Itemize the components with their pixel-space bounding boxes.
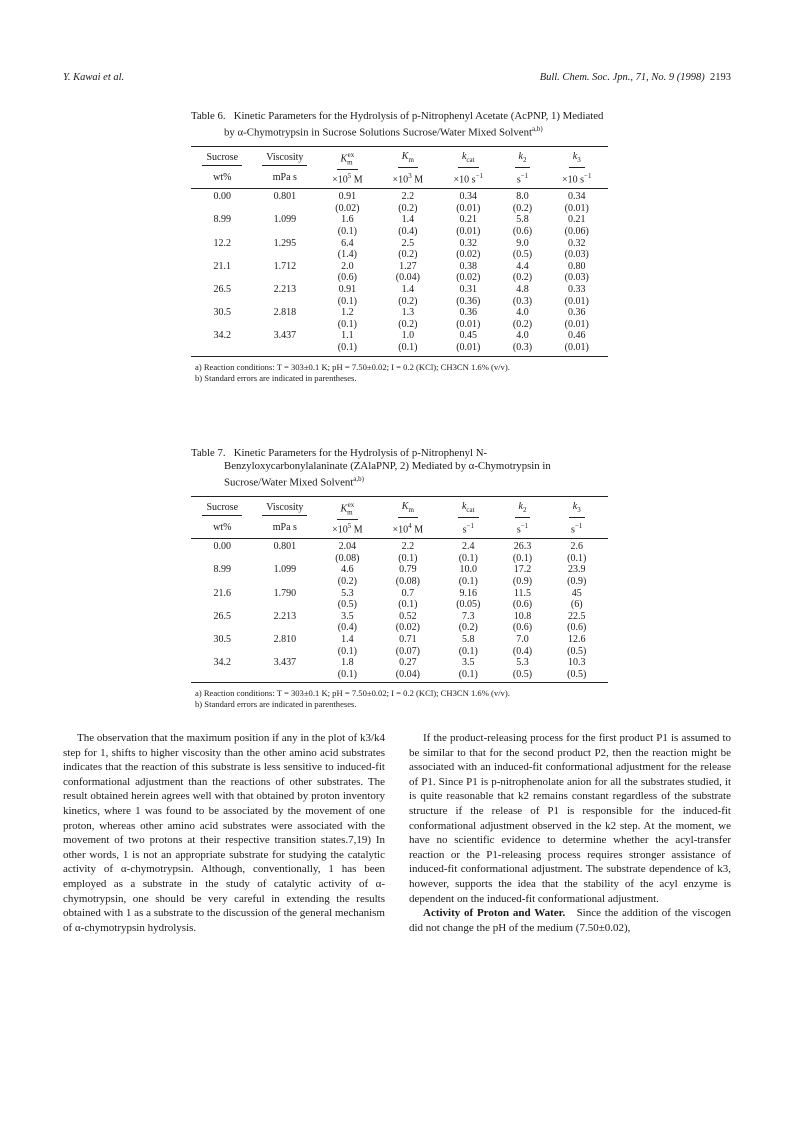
table-cell: 10.8 xyxy=(513,610,532,622)
table-cell: (0.03) xyxy=(564,272,589,284)
table-cell: 4.4 xyxy=(516,260,529,272)
table-cell: 6.4 xyxy=(341,237,354,249)
table-row xyxy=(191,611,608,623)
column-unit: $\times 10^3$ M xyxy=(379,170,437,189)
table-cell: 8.99 xyxy=(213,564,232,576)
table-cell: (0.2) xyxy=(458,622,478,634)
section-heading: Activity of Proton and Water. xyxy=(423,907,566,920)
table-cell: 22.5 xyxy=(567,610,586,622)
table-row xyxy=(191,226,608,238)
table-cell: (6) xyxy=(570,599,583,611)
table-cell: 4.6 xyxy=(341,564,354,576)
table-cell: 1.099 xyxy=(273,214,297,226)
table-6-grid xyxy=(191,146,608,357)
table-cell xyxy=(191,296,254,308)
table-cell: 2.2 xyxy=(401,541,415,553)
table-cell: 1.790 xyxy=(273,587,297,599)
table-row xyxy=(191,657,608,669)
column-unit: $\times 10^5$ M xyxy=(316,520,379,539)
table-cell: (0.36) xyxy=(456,295,481,307)
table-cell xyxy=(191,669,254,683)
table-cell: 21.1 xyxy=(213,260,232,272)
table-cell: 7.0 xyxy=(516,634,529,645)
table-cell: 8.99 xyxy=(213,214,232,226)
table-cell: 5.3 xyxy=(341,587,354,599)
table-cell xyxy=(254,669,317,683)
table-6-caption-sup: a,b) xyxy=(531,125,543,133)
body-paragraph: The observation that the maximum position if any in the plot of k3/k4 step for 1, shifts to higher viscosity than the other amino acid substrates indicates that the reaction of this substrate is less sensitive to induced-fit conformational adjustment than the reactions of other substrates. The result obtained herein agrees well with that obtained by proton inventory kinetics, where 1 was found to be associated by the movement of one proton, whereas other amino acid substrates were associated with the movement of two protons at their respective transition states.7,19) In other words, 1 is not an appropriate substrate for studying the catalytic activity of α-chymotrypsin. Although, conventionally, 1 has been employed as a substrate in the study of catalytic activity of α-chymotrypsin, one should be very careful in extending the results obtained with 1 as a substrate to the discussion of the general mechanism of α-chymotrypsin hydrolysis. xyxy=(63,732,385,934)
table-row xyxy=(191,189,608,203)
table-cell: 11.5 xyxy=(513,587,532,599)
table-cell: (1.4) xyxy=(337,249,357,261)
table-cell: 0.36 xyxy=(459,307,478,319)
column-header: $K_m^{ex}$ xyxy=(316,146,379,170)
table-cell: (0.02) xyxy=(456,272,481,284)
column-header: $K_m$ xyxy=(379,146,437,170)
table-row xyxy=(191,307,608,319)
table-cell: 0.91 xyxy=(338,284,357,295)
column-header: $k_2$ xyxy=(500,146,546,170)
table-cell: 2.5 xyxy=(401,237,415,249)
table-cell: (0.1) xyxy=(398,552,418,564)
table-cell: 2.810 xyxy=(273,634,297,645)
table-cell: 0.80 xyxy=(567,260,586,272)
table-cell: 1.1 xyxy=(341,330,354,342)
table-cell: 10.3 xyxy=(567,657,586,669)
table-7-footnote-b: b) Standard errors are indicated in parentheses. xyxy=(195,699,357,710)
table-7-title: Kinetic Parameters for the Hydrolysis of p-Nitrophenyl N-Benzyloxycarbonylalaninate (ZAlaPNP, 2) Mediated by α-Chymotrypsin in Sucrose/Water Mixed Solvent xyxy=(224,447,551,489)
table-cell: 0.801 xyxy=(273,191,297,203)
table-cell: 17.2 xyxy=(513,564,532,576)
table-cell: 7.3 xyxy=(462,610,475,622)
table-cell: 0.38 xyxy=(459,260,478,272)
table-cell: 1.4 xyxy=(401,284,415,295)
table-row xyxy=(191,646,608,658)
table-6-title: Kinetic Parameters for the Hydrolysis of p-Nitrophenyl Acetate (AcPNP, 1) Mediated by α-Chymotrypsin in Sucrose Solutions Sucrose/Water Mixed Solvent xyxy=(224,110,604,139)
table-cell: 3.437 xyxy=(273,330,297,342)
table-cell xyxy=(191,622,254,634)
journal-citation: Bull. Chem. Soc. Jpn., 71, No. 9 (1998) xyxy=(539,72,705,83)
table-cell: (0.01) xyxy=(456,226,481,238)
table-cell: 0.21 xyxy=(459,214,478,226)
table-cell: (0.1) xyxy=(337,295,357,307)
table-cell: 1.2 xyxy=(341,307,354,319)
page-number: 2193 xyxy=(710,72,731,83)
table-cell: 9.0 xyxy=(516,237,529,249)
table-row xyxy=(191,330,608,342)
table-row xyxy=(191,261,608,273)
table-7-caption-sup: a,b) xyxy=(353,475,364,483)
table-cell xyxy=(191,599,254,611)
table-cell: 3.5 xyxy=(462,657,475,669)
column-unit: $s^{-1}$ xyxy=(437,520,500,539)
table-cell: (0.04) xyxy=(395,668,420,680)
column-header: Sucrose xyxy=(191,146,254,170)
table-cell: 0.71 xyxy=(399,634,417,645)
column-unit: $s^{-1}$ xyxy=(500,520,546,539)
body-paragraph: If the product-releasing process for the first product P1 is assumed to be similar to that for the second product P2, then the reaction might be associated with an induced-fit conformational adjustment for the release of P1. Since P1 is p-nitrophenolate anion for all the substrates studied, it is quite reasonable that k2 remains constant regardless of the substrate structure if the release of P1 is responsible for the induced-fit conformational adjustment observed in the k2 step. At the moment, we have no scientific evidence to determine whether the acyl-transfer reaction or the P1-releasing process requires stronger assistance of induced-fit conformational adjustment. The substrate dependence of k3, however, supports the idea that the stability of the acyl enzyme is dependent on the induced-fit conformational adjustment. xyxy=(409,732,731,905)
table-cell: 34.2 xyxy=(213,330,232,342)
table-cell: (0.1) xyxy=(458,576,478,588)
table-cell: (0.2) xyxy=(398,249,418,261)
table-cell: (0.01) xyxy=(564,202,589,214)
table-row xyxy=(191,553,608,565)
table-cell: 4.0 xyxy=(516,307,529,319)
table-row xyxy=(191,564,608,576)
table-cell: 1.099 xyxy=(273,564,297,576)
column-header: $K_m$ xyxy=(379,496,437,520)
table-cell xyxy=(254,272,317,284)
table-row xyxy=(191,576,608,588)
table-cell: (0.07) xyxy=(395,645,420,657)
table-cell: (0.4) xyxy=(337,622,357,634)
table-cell: 5.3 xyxy=(516,657,529,669)
column-header: Viscosity xyxy=(254,496,317,520)
table-cell: (0.6) xyxy=(567,622,587,634)
table-cell: (0.01) xyxy=(456,341,481,353)
table-cell: 4.0 xyxy=(516,330,529,342)
table-cell: 0.91 xyxy=(338,191,357,203)
table-cell: 45 xyxy=(571,587,582,599)
table-cell: (0.08) xyxy=(335,552,360,564)
table-cell: 0.79 xyxy=(399,564,417,576)
table-cell: 12.6 xyxy=(567,634,586,645)
table-cell: (0.6) xyxy=(512,622,533,634)
table-row xyxy=(191,296,608,308)
table-cell: 5.8 xyxy=(516,214,529,226)
table-cell: (0.5) xyxy=(567,668,587,680)
table-cell: (0.02) xyxy=(335,202,360,214)
table-cell: 1.0 xyxy=(401,330,415,342)
table-cell: 26.5 xyxy=(213,610,232,622)
table-cell: 3.5 xyxy=(341,610,354,622)
table-cell: (0.5) xyxy=(337,599,357,611)
table-cell: 2.0 xyxy=(341,260,354,272)
table-cell xyxy=(191,203,254,215)
table-cell: (0.1) xyxy=(458,552,478,564)
table-cell: (0.4) xyxy=(398,226,418,238)
table-cell: 30.5 xyxy=(213,307,232,319)
table-cell: 2.2 xyxy=(401,191,415,203)
column-unit: mPa s xyxy=(254,520,317,539)
body-paragraph-text: Since the addition of the viscogen did not change the pH of the medium (7.50±0.02), xyxy=(409,907,732,934)
table-cell xyxy=(254,296,317,308)
table-cell xyxy=(254,226,317,238)
column-unit: $\times 10^4$ M xyxy=(379,520,437,539)
table-cell: (0.5) xyxy=(567,645,587,657)
table-cell: 26.5 xyxy=(213,284,232,295)
table-cell: (0.6) xyxy=(512,599,533,611)
table-cell: (0.2) xyxy=(398,202,418,214)
table-cell: 2.6 xyxy=(570,541,583,553)
table-row xyxy=(191,669,608,683)
table-cell: (0.1) xyxy=(337,341,357,353)
body-right-column xyxy=(409,731,731,935)
table-cell: 1.712 xyxy=(273,260,297,272)
table-cell: 0.46 xyxy=(567,330,586,342)
column-unit: ×10 $s^{-1}$ xyxy=(545,170,608,189)
table-cell: (0.3) xyxy=(512,341,533,353)
table-cell xyxy=(191,272,254,284)
table-cell: (0.9) xyxy=(567,576,587,588)
column-header: $k_3$ xyxy=(545,146,608,170)
table-cell: (0.5) xyxy=(512,668,533,680)
table-cell: (0.2) xyxy=(512,318,533,330)
table-cell: (0.1) xyxy=(398,599,418,611)
table-cell: 1.27 xyxy=(399,260,417,272)
table-cell: 23.9 xyxy=(567,564,586,576)
table-cell: 1.4 xyxy=(341,634,354,645)
table-7-footnotes xyxy=(191,688,608,710)
table-cell: 0.34 xyxy=(567,191,586,203)
table-row xyxy=(191,634,608,646)
table-cell: 30.5 xyxy=(213,634,232,645)
table-cell: 26.3 xyxy=(513,541,532,553)
column-header: $k_3$ xyxy=(545,496,608,520)
table-cell: 0.34 xyxy=(459,191,478,203)
table-cell xyxy=(254,342,317,356)
table-cell: (0.5) xyxy=(512,249,533,261)
table-cell: (0.03) xyxy=(564,249,589,261)
table-6-footnote-a: a) Reaction conditions: T = 303±0.1 K; pH = 7.50±0.02; I = 0.2 (KCl); CH3CN 1.6% (v/v). xyxy=(195,361,510,372)
column-unit: mPa s xyxy=(254,170,317,189)
table-7-label: Table 7. xyxy=(191,447,226,459)
table-cell xyxy=(254,319,317,331)
table-row xyxy=(191,622,608,634)
table-cell xyxy=(191,646,254,658)
table-cell: 0.801 xyxy=(273,541,297,553)
column-unit: $s^{-1}$ xyxy=(500,170,546,189)
table-7-grid xyxy=(191,496,608,684)
table-6-label: Table 6. xyxy=(191,110,226,122)
table-row xyxy=(191,203,608,215)
table-cell: (0.2) xyxy=(512,202,533,214)
table-row xyxy=(191,238,608,250)
table-row xyxy=(191,272,608,284)
table-cell: (0.2) xyxy=(337,576,357,588)
running-head-journal xyxy=(540,72,731,83)
table-7-footnote-a: a) Reaction conditions: T = 303±0.1 K; pH = 7.50±0.02; I = 0.2 (KCl); CH3CN 1.6% (v/v). xyxy=(195,688,510,699)
table-cell: 8.0 xyxy=(516,191,529,203)
table-cell: (0.1) xyxy=(337,318,357,330)
table-cell: 4.8 xyxy=(516,284,529,295)
table-cell: (0.2) xyxy=(398,295,418,307)
table-cell: 12.2 xyxy=(213,237,232,249)
table-cell: (0.1) xyxy=(337,668,357,680)
table-6-footnote-b: b) Standard errors are indicated in parentheses. xyxy=(195,372,357,383)
table-cell: (0.04) xyxy=(395,272,420,284)
column-unit: wt% xyxy=(191,520,254,539)
table-cell xyxy=(191,319,254,331)
table-cell: 2.818 xyxy=(273,307,297,319)
table-cell: (0.6) xyxy=(512,226,533,238)
table-cell: (0.9) xyxy=(512,576,533,588)
table-cell: 1.6 xyxy=(341,214,354,226)
table-7-caption xyxy=(191,447,608,490)
table-cell: (0.01) xyxy=(564,318,589,330)
body-left-column xyxy=(63,731,385,935)
table-cell: (0.2) xyxy=(398,318,418,330)
column-unit: wt% xyxy=(191,170,254,189)
table-row xyxy=(191,539,608,553)
table-cell xyxy=(191,576,254,588)
table-cell xyxy=(254,553,317,565)
table-cell: (0.01) xyxy=(456,318,481,330)
column-header: $k_{cat}$ xyxy=(437,496,500,520)
table-cell: 1.8 xyxy=(341,657,354,669)
table-cell: 9.16 xyxy=(459,587,478,599)
table-cell: 1.4 xyxy=(401,214,415,226)
table-cell: (0.1) xyxy=(458,668,478,680)
column-header: $K_m^{ex}$ xyxy=(316,496,379,520)
table-cell: 21.6 xyxy=(213,587,232,599)
column-unit: $\times 10^5$ M xyxy=(316,170,379,189)
table-cell: (0.6) xyxy=(337,272,357,284)
table-6 xyxy=(191,110,608,384)
table-cell: 1.3 xyxy=(401,307,415,319)
table-6-caption xyxy=(191,110,608,140)
table-cell: 34.2 xyxy=(213,657,232,669)
column-header: Sucrose xyxy=(191,496,254,520)
table-row xyxy=(191,319,608,331)
table-cell xyxy=(254,622,317,634)
table-cell: (0.1) xyxy=(398,341,418,353)
table-cell: 0.00 xyxy=(213,541,232,553)
table-cell: (0.1) xyxy=(337,645,357,657)
table-cell: 5.8 xyxy=(462,634,475,645)
table-cell: 2.04 xyxy=(338,541,357,553)
column-unit: $s^{-1}$ xyxy=(545,520,608,539)
table-6-footnotes xyxy=(191,362,608,384)
table-cell xyxy=(254,249,317,261)
table-cell: 0.36 xyxy=(567,307,586,319)
table-cell: (0.1) xyxy=(567,552,587,564)
table-row xyxy=(191,249,608,261)
table-cell: 0.7 xyxy=(401,587,415,599)
table-cell: 2.213 xyxy=(273,284,297,295)
column-unit: ×10 $s^{-1}$ xyxy=(437,170,500,189)
table-cell: (0.01) xyxy=(564,341,589,353)
table-cell xyxy=(191,249,254,261)
table-cell: (0.1) xyxy=(337,226,357,238)
table-cell: 0.52 xyxy=(399,610,417,622)
column-header: $k_2$ xyxy=(500,496,546,520)
table-cell: 2.4 xyxy=(462,541,475,553)
table-cell: 0.32 xyxy=(567,237,586,249)
table-cell: (0.08) xyxy=(395,576,420,588)
table-7 xyxy=(191,447,608,710)
table-cell: (0.1) xyxy=(512,552,533,564)
table-cell: (0.3) xyxy=(512,295,533,307)
table-cell: (0.01) xyxy=(456,202,481,214)
table-cell: (0.02) xyxy=(456,249,481,261)
table-cell: 1.295 xyxy=(273,237,297,249)
column-header: Viscosity xyxy=(254,146,317,170)
table-cell: (0.06) xyxy=(564,226,589,238)
table-cell: 0.21 xyxy=(567,214,586,226)
table-cell xyxy=(254,599,317,611)
table-cell: 2.213 xyxy=(273,610,297,622)
table-cell xyxy=(254,646,317,658)
table-cell: (0.01) xyxy=(564,295,589,307)
table-cell: (0.2) xyxy=(512,272,533,284)
table-cell: 0.27 xyxy=(399,657,417,669)
table-cell: 0.31 xyxy=(459,284,478,295)
running-head-authors: Y. Kawai et al. xyxy=(63,72,125,83)
table-cell: 0.33 xyxy=(567,284,586,295)
table-cell xyxy=(191,226,254,238)
table-row xyxy=(191,599,608,611)
table-cell: (0.1) xyxy=(458,645,478,657)
table-cell xyxy=(254,203,317,215)
table-cell: (0.4) xyxy=(512,645,533,657)
body-paragraph xyxy=(409,906,731,935)
table-cell: 0.00 xyxy=(213,191,232,203)
table-row xyxy=(191,342,608,356)
table-cell xyxy=(191,342,254,356)
table-row xyxy=(191,284,608,296)
table-cell: 3.437 xyxy=(273,657,297,669)
table-cell xyxy=(191,553,254,565)
table-cell: (0.02) xyxy=(395,622,420,634)
column-header: $k_{cat}$ xyxy=(437,146,500,170)
table-row xyxy=(191,214,608,226)
table-cell xyxy=(254,576,317,588)
table-cell: 0.45 xyxy=(459,330,478,342)
table-cell: (0.05) xyxy=(456,599,481,611)
table-cell: 0.32 xyxy=(459,237,478,249)
table-row xyxy=(191,588,608,600)
table-cell: 10.0 xyxy=(459,564,478,576)
